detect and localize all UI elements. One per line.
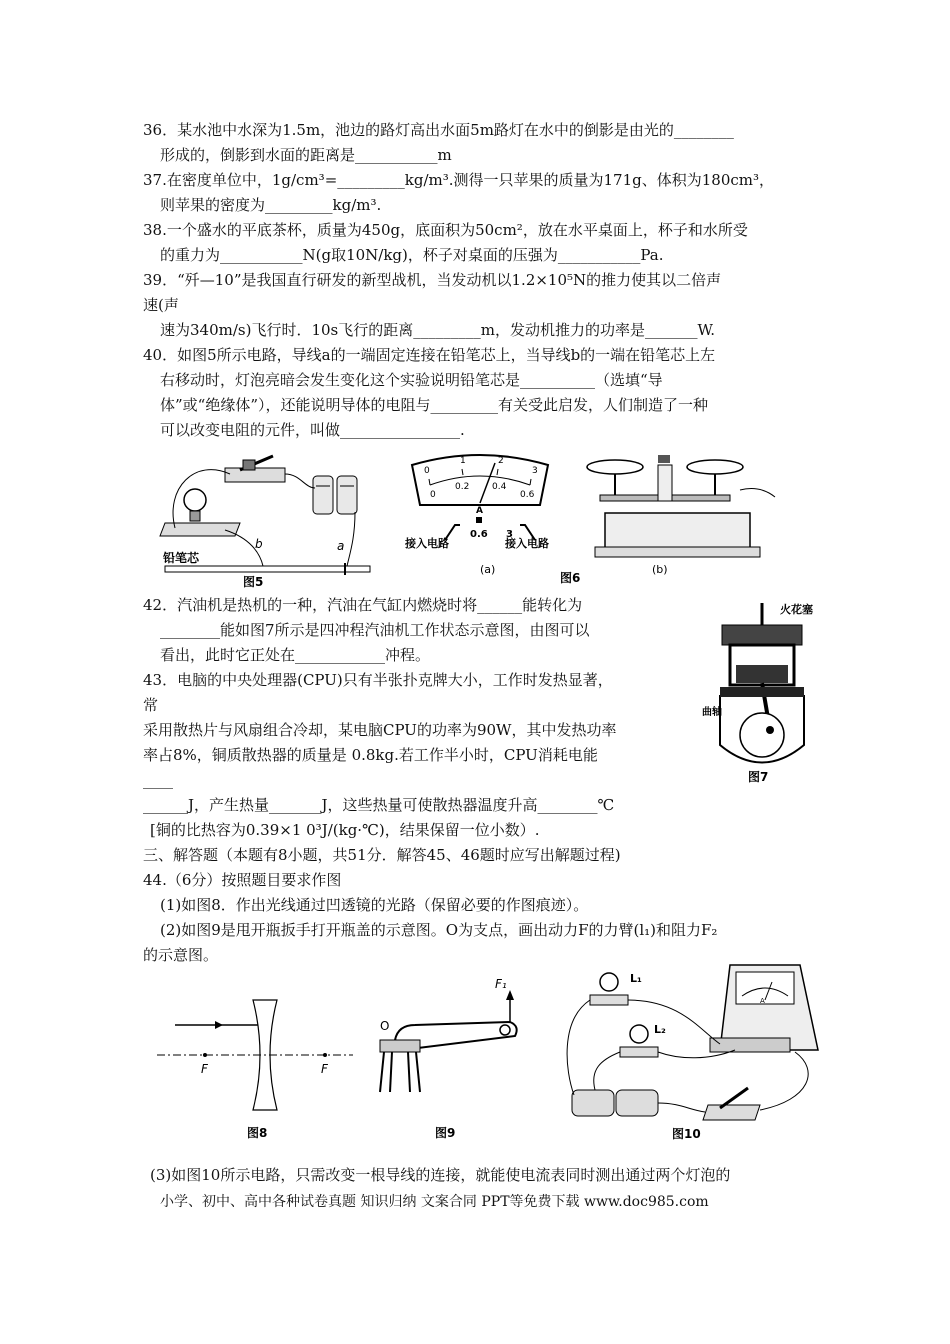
ammeter-unit: A [476,506,483,516]
q36-line2: 形成的，倒影到水面的距离是___________m [160,146,452,164]
ammeter-bottom-0: 0 [430,490,436,500]
q44-part3: (3)如图10所示电路，只需改变一根导线的连接，就能使电流表同时测出通过两个灯泡的 [150,1166,731,1184]
q37-line2: 则苹果的密度为_________kg/m³. [160,196,382,214]
figure-5 [155,448,385,590]
ammeter-connect-2: 接入电路 [505,537,549,550]
fig6-caption: 图6 [560,571,581,585]
q40-line2: 右移动时，灯泡亮暗会发生变化这个实验说明铅笔芯是__________（选填“导 [160,371,663,389]
fig6-sub-a: (a) [480,563,496,576]
fig8-focus-left: F [201,1062,208,1076]
q36-line1: 36．某水池中水深为1.5m，池边的路灯高出水面5m路灯在水中的倒影是由光的________ [143,121,734,139]
q38-line1: 38.一个盛水的平底茶杯，质量为450g，底面积为50cm²，放在水平桌面上，杯子和水所受 [143,221,748,239]
q42-line3: 看出，此时它正处在____________冲程。 [160,646,431,664]
fig6-sub-b: (b) [652,563,668,576]
q43-line3: 采用散热片与风扇组合冷却，某电脑CPU的功率为90W，其中发热功率 [143,721,617,739]
fig5-label-pencil: 铅笔芯 [163,551,200,565]
ammeter-top-0: 0 [424,466,430,476]
q40-line4: 可以改变电阻的元件，叫做________________. [160,421,465,439]
ammeter-bottom-1: 0.2 [455,482,470,492]
fig8-focus-right: F [321,1062,328,1076]
fig10-label-l2: L₂ [654,1023,666,1036]
ammeter-terminal-06: 0.6 [470,529,488,540]
q39-line3: 速为340m/s)飞行时．10s飞行的距离_________m，发动机推力的功率是_______W. [160,321,716,339]
fig5-label-a: a [337,539,345,553]
fig7-caption: 图7 [748,770,769,784]
q43-line2: 常 [143,696,159,714]
fig10-meter-unit: A [760,997,765,1005]
q44-line3: (2)如图9是甩开瓶扳手打开瓶盖的示意图。O为支点，画出动力F的力臂(l₁)和阻力F₂ [160,921,718,939]
q39-line1: 39．“歼—10”是我国直行研发的新型战机，当发动机以1.2×10⁵N的推力使其以二倍声 [143,271,722,289]
q42-line1: 42．汽油机是热机的一种，汽油在气缸内燃烧时将______能转化为 [143,596,583,614]
q38-line2: 的重力为___________N(g取10N/kg)，杯子对桌面的压强为___________Pa. [160,246,664,264]
figure-6 [400,445,780,590]
ammeter-connect-1: 接入电路 [405,537,449,550]
fig9-label-o: O [380,1019,390,1033]
q44-line4: 的示意图。 [143,946,219,964]
fig10-label-l1: L₁ [630,972,642,985]
q37-line1: 37.在密度单位中，1g/cm³=_________kg/m³.测得一只苹果的质量为171g、体积为180cm³， [143,171,775,189]
q43-line1: 43．电脑的中央处理器(CPU)只有半张扑克牌大小，工作时发热显著， [143,671,613,689]
ammeter-bottom-3: 0.6 [520,490,535,500]
fig7-label-crank: 曲轴 [702,707,722,718]
figure-9 [370,970,560,1145]
figure-8 [155,985,355,1145]
q43-line4: 率占8%，铜质散热器的质量是 0.8kg.若工作半小时，CPU消耗电能 [143,746,598,764]
fig5-caption: 图5 [243,575,264,589]
fig7-label-spark: 火花塞 [780,603,813,616]
fig10-caption: 图10 [672,1127,701,1141]
fig9-label-f1: F₁ [495,977,507,991]
q43-line6: ______J，产生热量_______J，这些热量可使散热器温度升高________℃ [143,796,615,814]
ammeter-top-2: 2 [498,456,504,466]
q43-line7: [铜的比热容为0.39×1 0³J/(kg·℃)，结果保留一位小数）. [150,821,540,839]
q42-line2: ________能如图7所示是四冲程汽油机工作状态示意图，由图可以 [160,621,590,639]
ammeter-terminal-3: 3 [506,529,513,540]
fig8-caption: 图8 [247,1126,268,1140]
q40-line3: 体”或“绝缘体”），还能说明导体的电阻与_________有关受此启发，人们制造了一种 [160,396,709,414]
q43-line5: ____ [143,771,173,789]
figure-7 [700,595,830,785]
fig9-caption: 图9 [435,1126,456,1140]
fig5-label-b: b [255,537,263,551]
ammeter-top-1: 1 [460,456,466,466]
figure-10 [560,960,830,1145]
ammeter-top-3: 3 [532,466,538,476]
section-3-heading: 三、解答题（本题有8小题，共51分．解答45、46题时应写出解题过程) [143,846,621,864]
q44-line1: 44.（6分）按照题目要求作图 [143,871,342,889]
q39-line2: 速(声 [143,296,179,314]
q44-line2: (1)如图8．作出光线通过凹透镜的光路（保留必要的作图痕迹）。 [160,896,589,914]
footer: 小学、初中、高中各种试卷真题 知识归纳 文案合同 PPT等免费下载 www.doc985.com [160,1194,709,1210]
ammeter-bottom-2: 0.4 [492,482,507,492]
q40-line1: 40．如图5所示电路，导线a的一端固定连接在铅笔芯上，当导线b的一端在铅笔芯上左 [143,346,716,364]
